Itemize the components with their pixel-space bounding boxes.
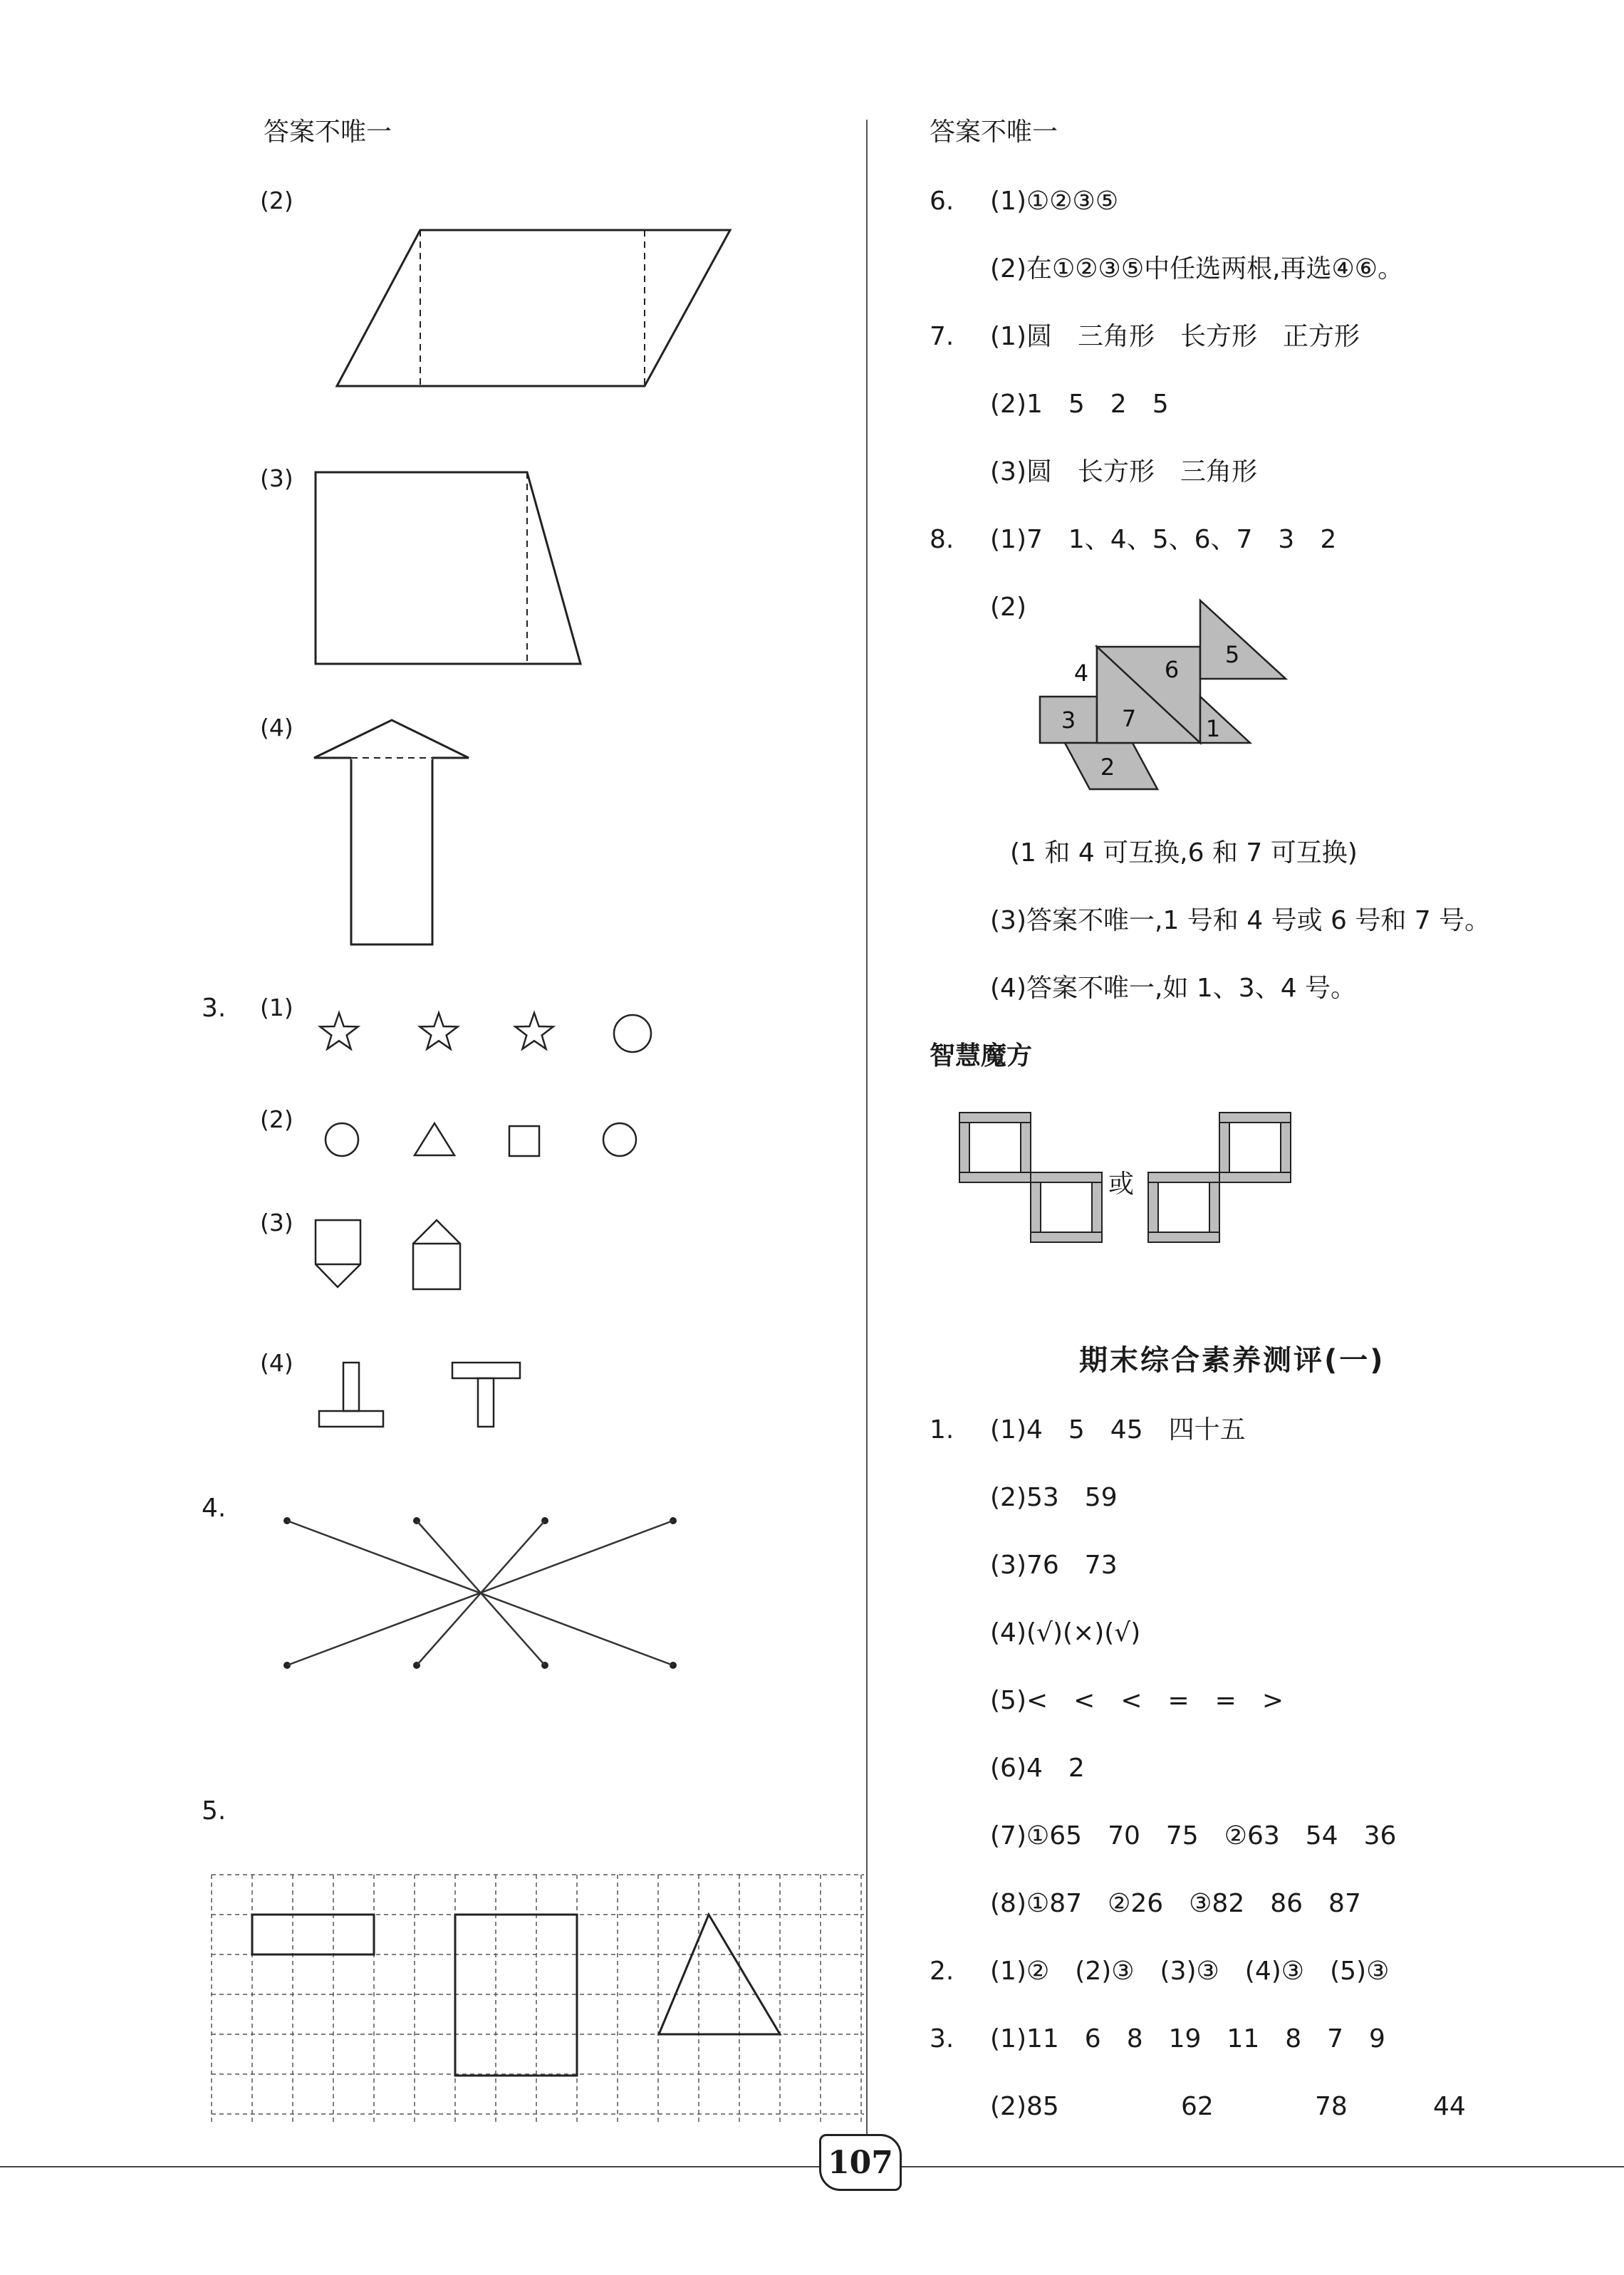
tangram-label-4: 4 <box>1073 660 1089 687</box>
q3-3-shapes <box>313 1218 499 1296</box>
q3-1-label: (1) <box>260 994 293 1021</box>
q8-answer-4: (4)答案不唯一,如 1、3、4 号。 <box>990 974 1357 1003</box>
exam-q1-answer-1: (1)4 5 45 四十五 <box>990 1415 1246 1444</box>
tangram-piece-5 <box>1200 600 1286 679</box>
q7-number: 7. <box>930 322 954 351</box>
page-bottom-line <box>0 2166 1624 2167</box>
grid-triangle <box>659 1915 780 2034</box>
circle-icon <box>614 1015 651 1052</box>
q3-4-label: (4) <box>260 1349 293 1377</box>
q7-answer-1: (1)圆 三角形 长方形 正方形 <box>990 322 1360 351</box>
exam-q3-answer-2a: (2)85 <box>990 2092 1059 2121</box>
right-note: 答案不唯一 <box>930 118 1058 147</box>
q5-number: 5. <box>202 1796 227 1826</box>
exam-q3-answer-1: (1)11 6 8 19 11 8 7 9 <box>990 2024 1385 2053</box>
q3-3-label: (3) <box>260 1209 293 1237</box>
q7-answer-2: (2)1 5 2 5 <box>990 390 1169 419</box>
tangram-label-6: 6 <box>1164 656 1180 683</box>
q2-3-label: (3) <box>260 464 293 492</box>
exam-q1-answer-2: (2)53 59 <box>990 1483 1118 1512</box>
q6-number: 6. <box>930 187 954 216</box>
q8-answer-3: (3)答案不唯一,1 号和 4 号或 6 号和 7 号。 <box>990 906 1491 935</box>
column-divider <box>866 120 868 2171</box>
q2-4-label: (4) <box>260 714 293 741</box>
exam-q1-answer-4: (4)(√)(×)(√) <box>990 1618 1141 1647</box>
exam-q1-answer-7: (7)①65 70 75 ②63 54 36 <box>990 1821 1397 1850</box>
q8-answer-2-label: (2) <box>990 593 1026 622</box>
trapezoid-figure <box>313 470 584 670</box>
left-note: 答案不唯一 <box>264 118 392 147</box>
exam-q1-answer-8: (8)①87 ②26 ③82 86 87 <box>990 1889 1361 1918</box>
q2-2-label: (2) <box>260 187 293 214</box>
exam-q3-number: 3. <box>930 2024 954 2053</box>
circle-icon <box>326 1123 358 1156</box>
star-icon <box>320 1013 553 1049</box>
exam-q1-number: 1. <box>930 1415 954 1444</box>
tangram-fish-figure <box>1036 597 1279 796</box>
grid-rectangle <box>252 1915 374 1954</box>
arrow-figure <box>312 718 476 946</box>
exam-q2-number: 2. <box>930 1957 954 1986</box>
grid-square <box>455 1915 577 2076</box>
q3-number: 3. <box>202 994 227 1023</box>
matchstick-figure-a <box>958 1111 1115 1254</box>
circle-icon <box>603 1123 636 1156</box>
triangle-icon <box>415 1123 454 1155</box>
parallelogram-figure <box>335 228 734 392</box>
exam-q3-answer-2d: 44 <box>1433 2092 1466 2121</box>
exam-q3-answer-2b: 62 <box>1181 2092 1214 2121</box>
q7-answer-3: (3)圆 长方形 三角形 <box>990 457 1257 486</box>
exam-q2-answer: (1)② (2)③ (3)③ (4)③ (5)③ <box>990 1957 1390 1986</box>
q6-answer-2: (2)在①②③⑤中任选两根,再选④⑥。 <box>990 254 1404 283</box>
q3-2-shapes <box>313 1115 655 1165</box>
tangram-label-1: 1 <box>1205 715 1221 742</box>
tangram-label-5: 5 <box>1224 641 1240 668</box>
page-number: 107 <box>828 2144 893 2181</box>
square-icon <box>509 1126 539 1156</box>
q8-answer-1: (1)7 1、4、5、6、7 3 2 <box>990 525 1337 554</box>
exam-q3-answer-2c: 78 <box>1315 2092 1348 2121</box>
wisdom-heading: 智慧魔方 <box>930 1041 1033 1071</box>
tangram-label-2: 2 <box>1100 754 1115 781</box>
tangram-label-7: 7 <box>1121 705 1137 732</box>
exam-q1-answer-5: (5)< < < = = > <box>990 1686 1284 1715</box>
wisdom-or: 或 <box>1108 1170 1135 1199</box>
q4-number: 4. <box>202 1494 227 1523</box>
matching-lines-figure <box>278 1510 691 1681</box>
q3-1-shapes <box>313 1008 655 1058</box>
q3-4-shapes <box>313 1360 527 1432</box>
house-pentagon-icon <box>413 1220 460 1289</box>
exam-q1-answer-3: (3)76 73 <box>990 1551 1118 1580</box>
grid-shapes-figure <box>210 1873 873 2130</box>
down-pentagon-icon <box>316 1220 360 1287</box>
tangram-label-3: 3 <box>1061 707 1076 734</box>
matchstick-figure-b <box>1147 1111 1303 1254</box>
q8-swap-note: (1 和 4 可互换,6 和 7 可互换) <box>1010 838 1358 868</box>
exam-title: 期末综合素养测评(一) <box>1079 1344 1385 1377</box>
q6-answer-1: (1)①②③⑤ <box>990 187 1119 216</box>
q8-number: 8. <box>930 525 954 554</box>
q3-2-label: (2) <box>260 1105 293 1133</box>
exam-q1-answer-6: (6)4 2 <box>990 1754 1085 1783</box>
page-number-badge <box>819 2134 902 2191</box>
